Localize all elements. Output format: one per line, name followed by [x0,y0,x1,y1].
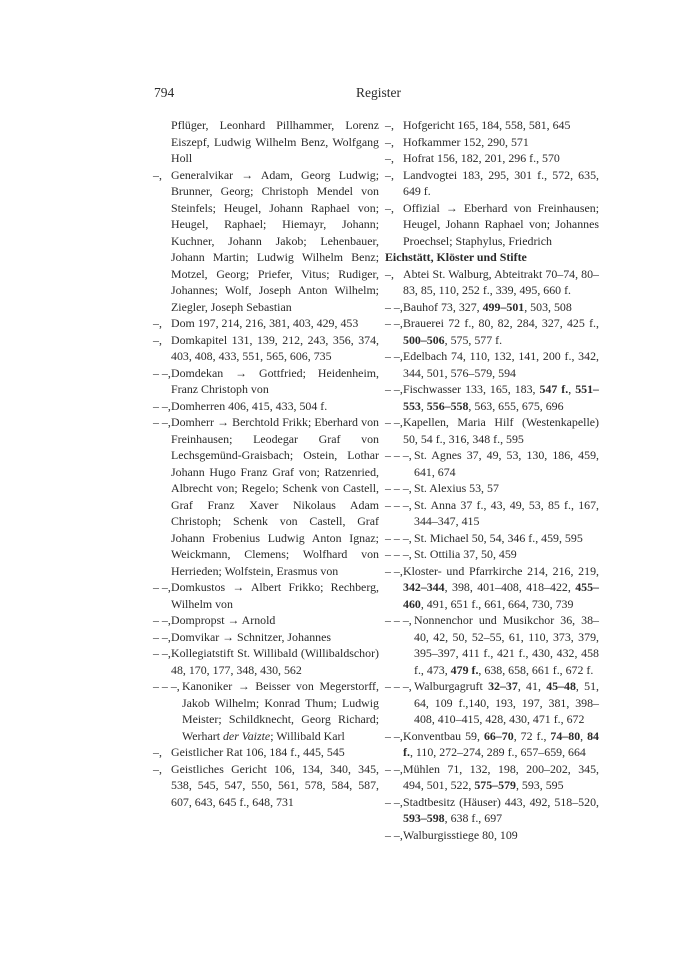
entry-text: St. Anna 37 f., 43, 49, 53, 85 f., 167, 344–347, 415 [414,497,599,528]
index-entry [385,612,599,678]
entry-marker: – –, [153,646,171,660]
entry-marker: – –, [385,761,403,776]
index-entry [153,678,379,744]
entry-text: Domkapitel 131, 139, 212, 243, 356, 374, 403, 408, 433, 551, 565, 606, 735 [171,332,379,363]
entry-text: Geistlicher Rat 106, 184 f., 445, 545 [171,745,345,759]
entry-marker: – –, [385,299,403,314]
entry-text: Kapellen, Maria Hilf (Westenkapelle) 50, 54 f., 316, 348 f., 595 [403,415,599,446]
index-entry [385,299,599,316]
index-entry [385,167,599,200]
entry-marker: – –, [153,365,171,380]
entry-marker: –, [385,266,394,281]
index-column-left [153,117,379,810]
index-entry [385,794,599,827]
index-entry [385,563,599,613]
index-entry [153,398,379,415]
entry-text: St. Agnes 37, 49, 53, 130, 186, 459, 641, 674 [414,448,599,479]
entry-marker: – – –, [385,679,412,693]
entry-text: Domherren 406, 415, 433, 504 f. [171,398,328,413]
entry-text: Edelbach 74, 110, 132, 141, 200 f., 342, 344, 501, 576–579, 594 [403,349,599,380]
entry-text: Dompropst → Arnold [171,613,276,627]
index-entry [385,134,599,151]
entry-text: St. Alexius 53, 57 [414,481,499,495]
index-entry-continuation: Pflüger, Leonhard Pillhammer, Lorenz Eiszepf, Ludwig Wilhelm Benz, Wolfgang Holl [171,118,379,165]
running-title: Register [356,85,401,100]
entry-marker: – – –, [385,547,412,561]
entry-text: Dom 197, 214, 216, 381, 403, 429, 453 [171,316,359,330]
entry-text: Hofrat 156, 182, 201, 296 f., 570 [403,151,560,165]
index-entry [385,728,599,761]
index-entry [385,315,599,348]
entry-text: Hofkammer 152, 290, 571 [403,134,529,149]
index-entry [385,381,599,414]
entry-marker: – –, [385,415,403,429]
entry-marker: – – –, [385,530,412,545]
entry-text: Brauerei 72 f., 80, 82, 284, 327, 425 f., 500–506, 575, 577 f. [403,316,599,347]
entry-marker: – –, [153,580,171,594]
entry-text: Offizial → Eberhard von Freinhausen; Heugel, Johann Raphael von; Johannes Proechsel; Staphylus, Friedrich [403,200,599,248]
entry-marker: –, [385,134,394,149]
entry-text: St. Michael 50, 54, 346 f., 459, 595 [414,530,583,545]
index-entry [153,167,379,316]
entry-text: Fischwasser 133, 165, 183, 547 f., 551–553, 556–558, 563, 655, 675, 696 [403,382,599,413]
index-entry [385,266,599,299]
entry-text: Kanoniker → Beisser von Megerstorff, Jakob Wilhelm; Konrad Thum; Ludwig Meister; Schildknecht, Georg Richard; Werhart der Vaizte; Willibald Karl [182,679,379,743]
entry-text: Bauhof 73, 327, 499–501, 503, 508 [403,299,572,314]
entry-text: Generalvikar → Adam, Georg Ludwig; Brunner, Georg; Christoph Mendel von Steinfels; Heugel, Johann Raphael von; Heugel, Raphael; Hiemayr, Johann; Kuchner, Johann Jakob; Lehenbauer, Johann Martin; Ludwig Wilhelm Benz; Motzel, Georg; Priefer, Vitus; Rudiger, Johannes; Wolf, Joseph Anton Wilhelm; Ziegler, Joseph Sebastian [171,167,379,314]
entry-marker: –, [153,745,162,759]
entry-marker: – –, [153,415,171,429]
entry-marker: – –, [385,563,403,578]
entry-text: Kloster- und Pfarrkirche 214, 216, 219, 342–344, 398, 401–408, 418–422, 455–460, 491, 651 f., 661, 664, 730, 739 [403,563,599,611]
entry-marker: –, [153,761,162,776]
entry-marker: –, [385,167,394,182]
index-entry [153,629,379,646]
index-entry [385,546,599,563]
index-entry [385,497,599,530]
entry-text: Domherr → Berchtold Frikk; Eberhard von Freinhausen; Leodegar Graf von Lechsgemünd-Graisbach; Ostein, Lothar Johann Hugo Franz Graf von; Ratzenried, Albrecht von; Regelo; Schenk von Castell, Graf Franz Xaver Nikolaus Adam Christoph; Schenk von Castell, Graf Johann Frobenius Ludwig Anton Ignaz; Weickmann, Clemens; Wolfhard von Herrieden; Wolfstein, Erasmus von [171,415,379,578]
entry-marker: – –, [385,728,403,743]
entry-text: Domvikar → Schnitzer, Johannes [171,629,332,644]
entry-marker: – –, [153,398,171,413]
entry-marker: –, [385,118,394,132]
entry-text: Abtei St. Walburg, Abteitrakt 70–74, 80–83, 85, 110, 252 f., 339, 495, 660 f. [403,266,599,297]
index-entry [153,315,379,332]
index-entry [385,530,599,547]
page-number: 794 [154,85,175,100]
index-entry [385,150,599,167]
index-entry [153,414,379,579]
entry-marker: – – –, [385,613,412,627]
index-entry [385,200,599,250]
index-entry [153,612,379,629]
entry-marker: – –, [385,349,403,363]
index-entry [153,645,379,678]
entry-marker: –, [385,151,394,165]
index-entry [385,480,599,497]
index-section-heading: Eichstätt, Klöster und Stifte [385,250,527,264]
index-entry [385,761,599,794]
entry-marker: – – –, [153,679,180,693]
entry-text: St. Ottilia 37, 50, 459 [414,547,517,561]
entry-text: Stadtbesitz (Häuser) 443, 492, 518–520, 593–598, 638 f., 697 [403,794,599,825]
index-entry [153,579,379,612]
entry-text: Konventbau 59, 66–70, 72 f., 74–80, 84 f., 110, 272–274, 289 f., 657–659, 664 [403,728,599,759]
index-entry [153,744,379,761]
entry-text: Landvogtei 183, 295, 301 f., 572, 635, 649 f. [403,167,599,198]
entry-marker: – – –, [385,481,412,495]
entry-marker: –, [153,332,162,347]
entry-marker: –, [385,200,394,215]
entry-text: Domdekan → Gottfried; Heidenheim, Franz Christoph von [171,365,379,396]
entry-text: Mühlen 71, 132, 198, 200–202, 345, 494, 501, 522, 575–579, 593, 595 [403,761,599,792]
index-entry [153,365,379,398]
index-entry [385,827,599,844]
entry-marker: – –, [385,382,403,396]
index-entry [385,678,599,728]
entry-marker: – – –, [385,497,412,512]
entry-marker: – –, [153,613,171,627]
entry-text: Walburgagruft 32–37, 41, 45–48, 51, 64, 109 f.,140, 193, 197, 381, 398–408, 410–415, 428, 430, 471 f., 672 [414,679,600,726]
entry-marker: –, [153,316,162,330]
index-entry [385,117,599,134]
entry-text: Kollegiatstift St. Willibald (Willibaldschor) 48, 170, 177, 348, 430, 562 [171,646,379,677]
entry-marker: – –, [385,794,403,809]
index-entry [385,447,599,480]
entry-marker: – –, [153,629,171,644]
entry-marker: – –, [385,316,403,330]
entry-marker: – – –, [385,448,412,462]
entry-marker: –, [153,167,162,182]
index-entry [385,414,599,447]
index-entry [153,761,379,811]
entry-text: Geistliches Gericht 106, 134, 340, 345, 538, 545, 547, 550, 561, 578, 584, 587, 607, 643, 645 f., 648, 731 [171,761,379,809]
entry-text: Domkustos → Albert Frikko; Rechberg, Wilhelm von [171,580,379,611]
entry-text: Nonnenchor und Musikchor 36, 38–40, 42, 50, 52–55, 61, 110, 373, 379, 395–397, 411 f., 421 f., 430, 432, 458 f., 473, 479 f., 638, 658, 661 f., 672 f. [414,613,599,677]
index-entry [153,332,379,365]
entry-text: Hofgericht 165, 184, 558, 581, 645 [403,118,571,132]
index-column-right [385,117,599,843]
entry-text: Walburgisstiege 80, 109 [403,827,518,842]
entry-marker: – –, [385,827,403,842]
index-entry [385,348,599,381]
